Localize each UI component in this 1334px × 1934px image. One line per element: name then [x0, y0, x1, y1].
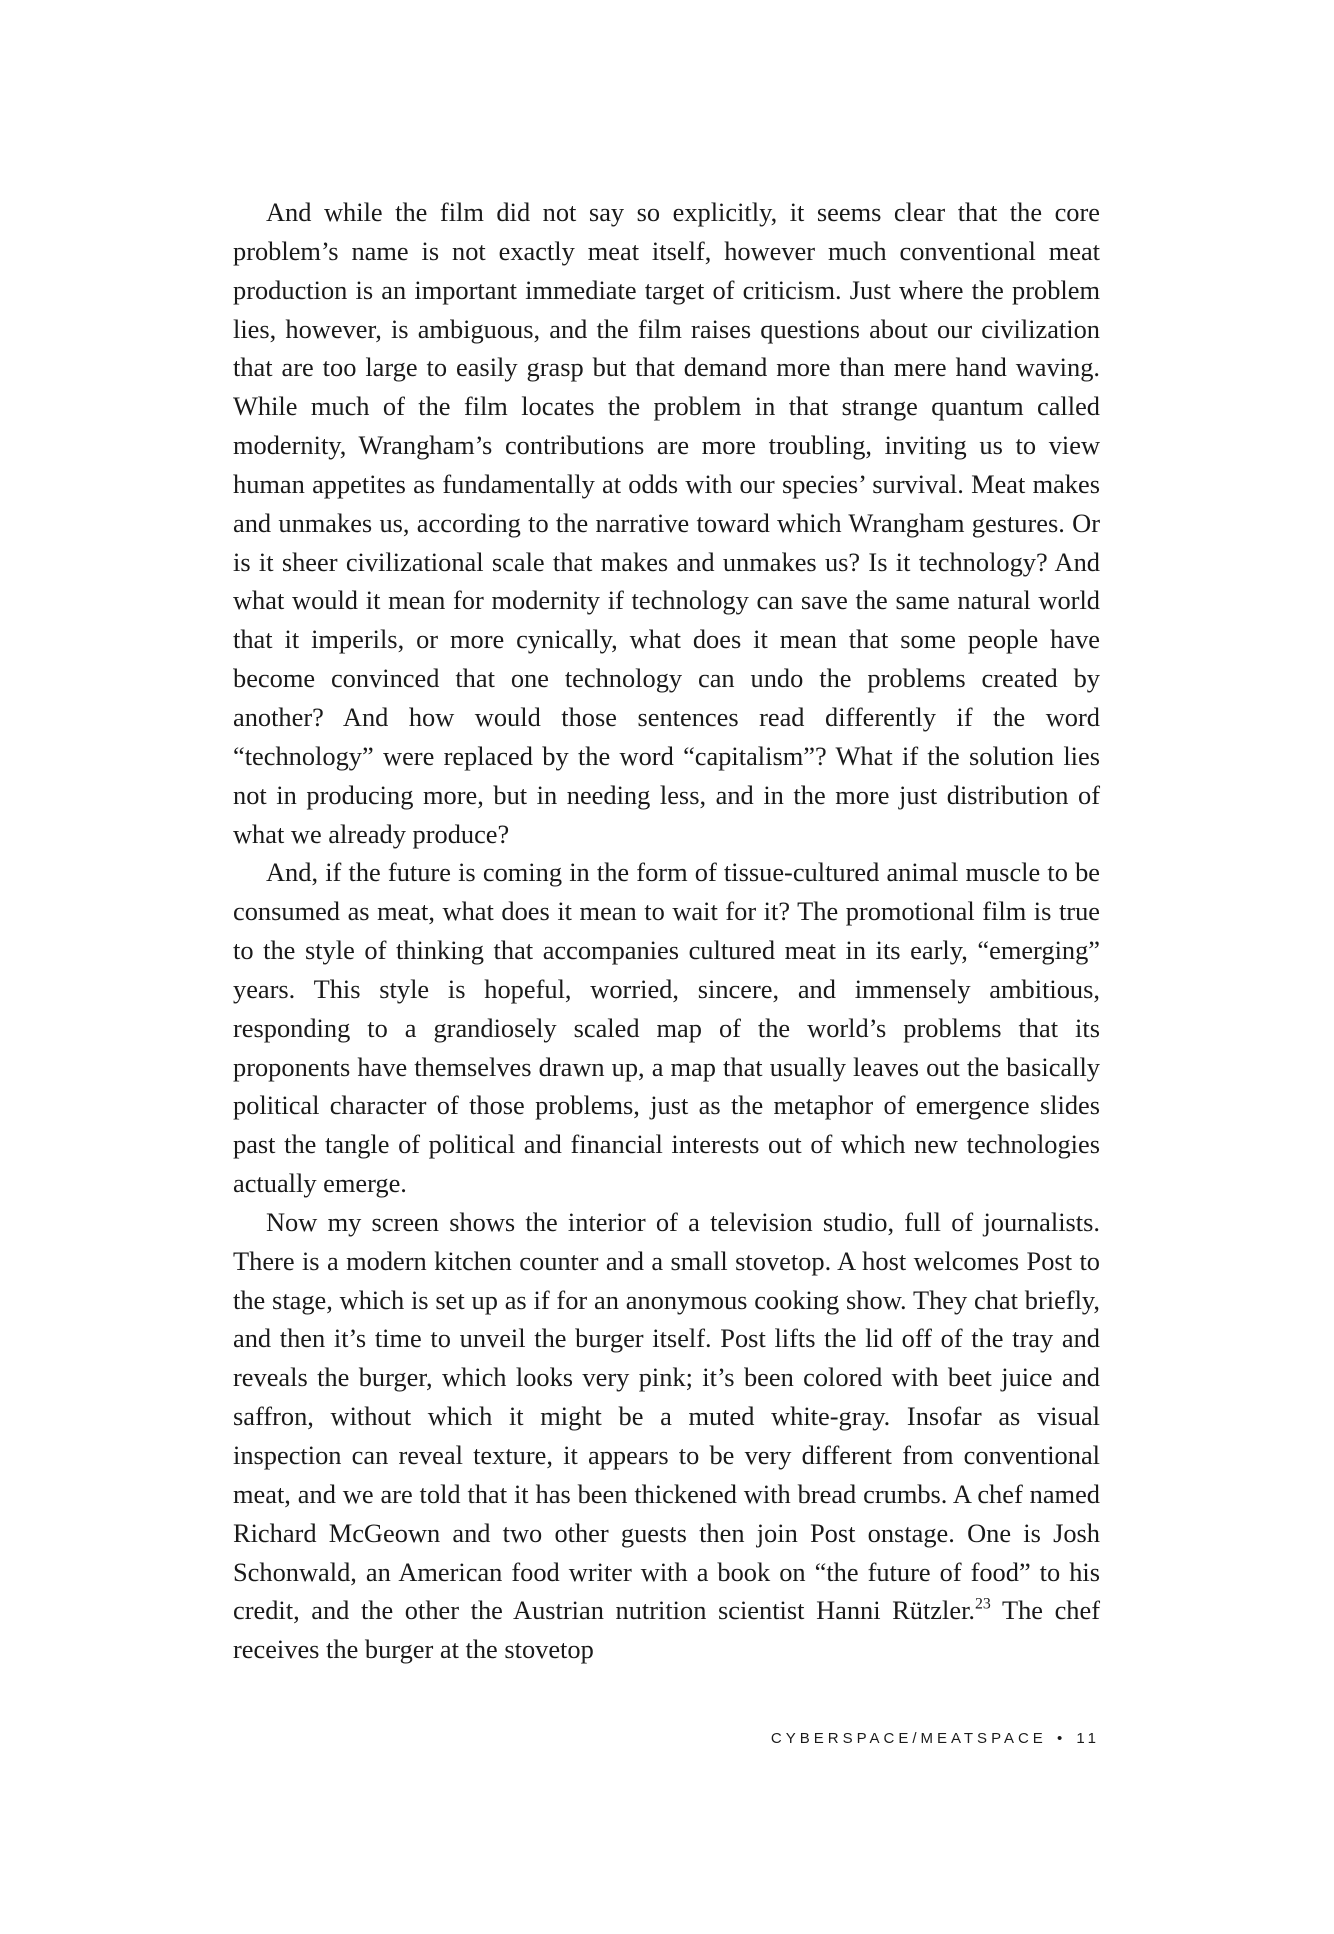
paragraph-3	[233, 1203, 1100, 1669]
running-head: CYBERSPACE/MEATSPACE	[770, 1730, 1047, 1747]
running-footer	[771, 1730, 1100, 1747]
paragraph-3-continuation: The chef receives the burger at the stovetop	[233, 1595, 1100, 1665]
footer-separator: •	[1056, 1730, 1067, 1747]
body-text	[233, 193, 1100, 1669]
footnote-reference: 23	[975, 1596, 991, 1614]
page-number: 11	[1076, 1730, 1100, 1747]
paragraph-3-text: Now my screen shows the interior of a television studio, full of journalists. There is a modern kitchen counter and a small stovetop. A host welcomes Post to the stage, which is set up as if for an anonymous cooking show. They chat briefly, and then it’s time to unveil the burger itself. Post lifts the lid off of the tray and reveals the burger, which looks very pink; it’s been colored with beet juice and saffron, without which it might be a muted white-gray. Insofar as visual inspection can reveal texture, it appears to be very different from conventional meat, and we are told that it has been thickened with bread crumbs. A chef named Richard McGeown and two other guests then join Post onstage. One is Josh Schonwald, an American food writer with a book on “the future of food” to his credit, and the other the Austrian nutrition scientist Hanni Rützler.	[233, 1206, 1100, 1626]
paragraph-2: And, if the future is coming in the form of tissue-cultured animal muscle to be consumed as meat, what does it mean to wait for it? The promotional film is true to the style of thinking that accompanies cultured meat in its early, “emerging” years. This style is hopeful, worried, sincere, and immensely ambitious, responding to a grandiosely scaled map of the world’s problems that its proponents have themselves drawn up, a map that usually leaves out the basically political character of those problems, just as the metaphor of emergence slides past the tangle of political and financial interests out of which new technologies actually emerge.	[233, 857, 1100, 1199]
paragraph-1: And while the film did not say so explicitly, it seems clear that the core problem’s name is not exactly meat itself, however much conventional meat production is an important immediate target of criticism. Just where the problem lies, however, is ambiguous, and the film raises questions about our civilization that are too large to easily grasp but that demand more than mere hand waving. While much of the film locates the problem in that strange quantum called modernity, Wrangham’s contributions are more troubling, inviting us to view human appetites as fundamentally at odds with our species’ survival. Meat makes and unmakes us, according to the narrative toward which Wrangham gestures. Or is it sheer civilizational scale that makes and unmakes us? Is it technology? And what would it mean for modernity if technology can save the same natural world that it imperils, or more cynically, what does it mean that some people have become convinced that one technology can undo the problems created by another? And how would those sentences read differently if the word “technology” were replaced by the word “capitalism”? What if the solution lies not in producing more, but in needing less, and in the more just distribution of what we already produce?	[233, 197, 1100, 849]
